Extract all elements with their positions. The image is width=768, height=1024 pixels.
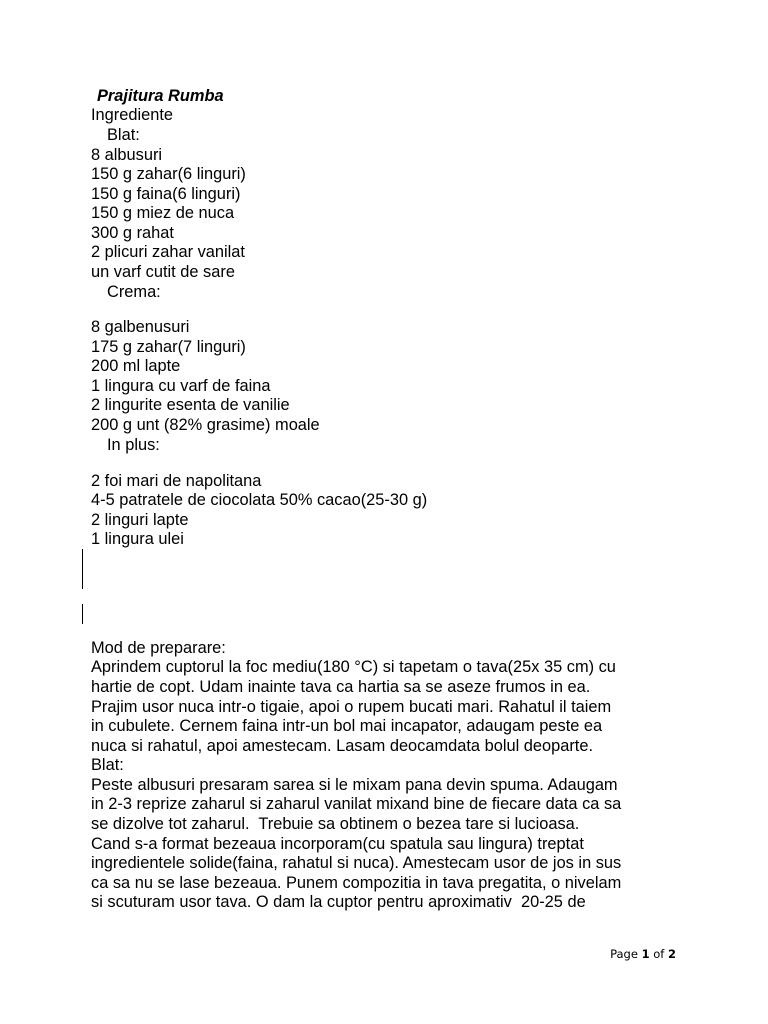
- blat-heading: Blat:: [107, 126, 140, 144]
- text-cursor-mark: [82, 549, 83, 589]
- preparation-line: Prajim usor nuca intr-o tigaie, apoi o rupem bucati mari. Rahatul il taiem: [91, 698, 612, 716]
- preparation-line: in cubulete. Cernem faina intr-un bol mai incapator, adaugam peste ea: [91, 717, 603, 735]
- blat-ingredient: 300 g rahat: [91, 224, 174, 242]
- preparation-line: Peste albusuri presaram sarea si le mixam pana devin spuma. Adaugam: [91, 776, 618, 794]
- current-page-number: 1: [641, 947, 650, 961]
- crema-ingredient: 8 galbenusuri: [91, 318, 190, 336]
- in-plus-item: 4-5 patratele de ciocolata 50% cacao(25-30 g): [91, 491, 428, 509]
- preparation-line: si scuturam usor tava. O dam la cuptor pentru aproximativ 20-25 de: [91, 893, 586, 911]
- preparation-line: ca sa nu se lase bezeaua. Punem compozitia in tava pregatita, o nivelam: [91, 874, 622, 892]
- blat-ingredient: un varf cutit de sare: [91, 263, 235, 281]
- page-label: Page: [610, 947, 638, 961]
- preparation-line: ingredientele solide(faina, rahatul si nuca). Amestecam usor de jos in sus: [91, 854, 622, 872]
- preparation-line: se dizolve tot zaharul. Trebuie sa obtinem o bezea tare si lucioasa.: [91, 815, 580, 833]
- preparation-line: Cand s-a format bezeaua incorporam(cu spatula sau lingura) treptat: [91, 835, 584, 853]
- preparation-line: Aprindem cuptorul la foc mediu(180 °C) si tapetam o tava(25x 35 cm) cu: [91, 658, 616, 676]
- recipe-title: Prajitura Rumba: [97, 87, 224, 105]
- crema-ingredient: 175 g zahar(7 linguri): [91, 338, 246, 356]
- preparation-line: in 2-3 reprize zaharul si zaharul vanilat mixand bine de fiecare data ca sa: [91, 795, 622, 813]
- blat-ingredient: 150 g zahar(6 linguri): [91, 165, 246, 183]
- crema-ingredient: 1 lingura cu varf de faina: [91, 377, 271, 395]
- ingredients-heading: Ingrediente: [91, 106, 174, 124]
- in-plus-item: 2 linguri lapte: [91, 511, 189, 529]
- total-pages-number: 2: [667, 947, 676, 961]
- blat-ingredient: 8 albusuri: [91, 146, 163, 164]
- in-plus-item: 2 foi mari de napolitana: [91, 472, 262, 490]
- crema-heading: Crema:: [107, 283, 161, 301]
- preparation-line: nuca si rahatul, apoi amestecam. Lasam deocamdata bolul deoparte.: [91, 737, 594, 755]
- preparation-line: hartie de copt. Udam inainte tava ca hartia sa se aseze frumos in ea.: [91, 678, 591, 696]
- crema-ingredient: 200 g unt (82% grasime) moale: [91, 416, 320, 434]
- text-cursor-mark: [82, 604, 83, 624]
- preparation-heading: Mod de preparare:: [91, 639, 226, 657]
- crema-ingredient: 2 lingurite esenta de vanilie: [91, 396, 290, 414]
- in-plus-heading: In plus:: [107, 436, 160, 454]
- preparation-line: Blat:: [91, 756, 124, 774]
- crema-ingredient: 200 ml lapte: [91, 357, 181, 375]
- page-number-footer: [610, 947, 676, 961]
- blat-ingredient: 2 plicuri zahar vanilat: [91, 243, 245, 261]
- blat-ingredient: 150 g miez de nuca: [91, 204, 235, 222]
- blat-ingredient: 150 g faina(6 linguri): [91, 185, 241, 203]
- in-plus-item: 1 lingura ulei: [91, 530, 184, 548]
- of-label: of: [653, 947, 665, 961]
